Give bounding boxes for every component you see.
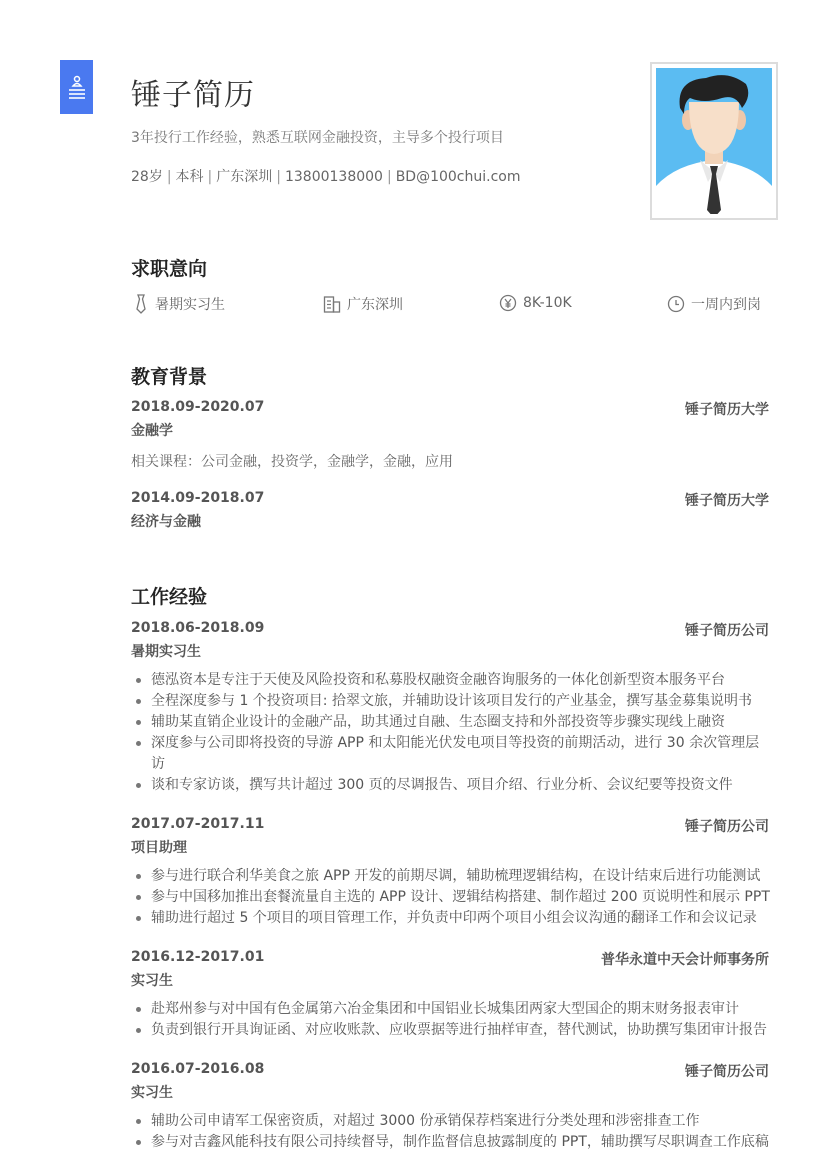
info-separator: | [166, 169, 172, 185]
profile-photo [650, 62, 778, 220]
info-degree: 本科 [175, 169, 204, 185]
info-phone: 13800138000 [284, 169, 383, 185]
job-bullet: 德泓资本是专注于天使及风险投资和私募股权融资金融咨询服务的一体化创新型资本服务平台 [131, 670, 771, 691]
job-dates: 2016.12-2017.01 [131, 949, 265, 965]
job-bullet: 谈和专家访谈，撰写共计超过 300 页的尽调报告、项目介绍、行业分析、会议纪要等投资文件 [131, 775, 771, 796]
education-school: 锤子简历大学 [685, 402, 769, 418]
intent-salary [499, 294, 572, 312]
building-icon [323, 295, 341, 313]
education-courses: 相关课程：公司金融，投资学，金融学，金融，应用 [131, 454, 453, 470]
resume-name: 锤子简历 [131, 78, 255, 113]
job-bullet: 深度参与公司即将投资的导游 APP 和太阳能光伏发电项目等投资的前期活动，进行 30 余次管理层访 [131, 733, 771, 775]
job-bullet: 参与中国移加推出套餐流量自主选的 APP 设计、逻辑结构搭建、制作超过 200 页说明性和展示 PPT [131, 887, 771, 908]
education-major: 金融学 [131, 423, 173, 439]
yen-coin-icon [499, 294, 517, 312]
intent-city [323, 294, 403, 314]
info-location: 广东深圳 [216, 169, 273, 185]
job-bullet: 全程深度参与 1 个投资项目: 拾翠文旅，并辅助设计该项目发行的产业基金，撰写基金募集说明书 [131, 691, 771, 712]
intent-position [133, 294, 225, 314]
intent-availability [667, 294, 761, 314]
job-company: 锤子简历公司 [685, 623, 769, 639]
job-company: 锤子简历公司 [685, 819, 769, 835]
job-bullet: 辅助公司申请军工保密资质，对超过 3000 份承销保荐档案进行分类处理和涉密排查工作 [131, 1111, 771, 1132]
job-dates: 2016.07-2016.08 [131, 1061, 265, 1077]
job-bullet: 辅助进行超过 5 个项目的项目管理工作，并负责中印两个项目小组会议沟通的翻译工作和会议记录 [131, 908, 771, 929]
job-bullets [131, 866, 771, 929]
tie-icon [133, 294, 149, 314]
resume-summary: 3年投行工作经验，熟悉互联网金融投资，主导多个投行项目 [131, 130, 504, 146]
job-bullet: 负责到银行开具询证函、对应收账款、应收票据等进行抽样审查，替代测试，协助撰写集团审计报告 [131, 1020, 771, 1041]
info-email: BD@100chui.com [395, 169, 521, 185]
info-separator: | [207, 169, 213, 185]
intent-city-label: 广东深圳 [347, 297, 403, 313]
job-bullet: 参与对吉鑫风能科技有限公司持续督导，制作监督信息披露制度的 PPT，辅助撰写尽职调查工作底稿 [131, 1132, 771, 1153]
job-role: 暑期实习生 [131, 644, 201, 660]
intent-availability-label: 一周内到岗 [691, 297, 761, 313]
clock-icon [667, 295, 685, 313]
info-separator: | [386, 169, 392, 185]
job-intent-row [131, 294, 771, 314]
intent-position-label: 暑期实习生 [155, 297, 225, 313]
user-list-icon [68, 74, 86, 100]
info-separator: | [276, 169, 281, 185]
avatar-icon [656, 68, 772, 214]
education-school: 锤子简历大学 [685, 493, 769, 509]
education-dates: 2014.09-2018.07 [131, 490, 265, 506]
job-company: 锤子简历公司 [685, 1064, 769, 1080]
job-dates: 2017.07-2017.11 [131, 816, 265, 832]
job-role: 项目助理 [131, 840, 187, 856]
work-section-title: 工作经验 [131, 586, 208, 608]
education-major: 经济与金融 [131, 514, 201, 530]
job-bullets [131, 999, 771, 1041]
job-bullets [131, 670, 771, 796]
education-section-title: 教育背景 [131, 366, 208, 388]
job-bullet: 参与进行联合利华美食之旅 APP 开发的前期尽调，辅助梳理逻辑结构，在设计结束后进行功能测试 [131, 866, 771, 887]
intent-salary-label: 8K-10K [523, 295, 572, 311]
job-bullets [131, 1111, 771, 1153]
job-bullet: 辅助某直销企业设计的金融产品，助其通过自融、生态圈支持和外部投资等步骤实现线上融资 [131, 712, 771, 733]
personal-info [131, 166, 520, 186]
job-dates: 2018.06-2018.09 [131, 620, 265, 636]
resume-badge [60, 60, 93, 114]
job-bullet: 赴郑州参与对中国有色金属第六冶金集团和中国铝业长城集团两家大型国企的期末财务报表审计 [131, 999, 771, 1020]
intent-section-title: 求职意向 [131, 258, 208, 280]
job-company: 普华永道中天会计师事务所 [601, 952, 769, 968]
job-role: 实习生 [131, 973, 173, 989]
info-age: 28岁 [131, 169, 163, 185]
job-role: 实习生 [131, 1085, 173, 1101]
education-dates: 2018.09-2020.07 [131, 399, 265, 415]
